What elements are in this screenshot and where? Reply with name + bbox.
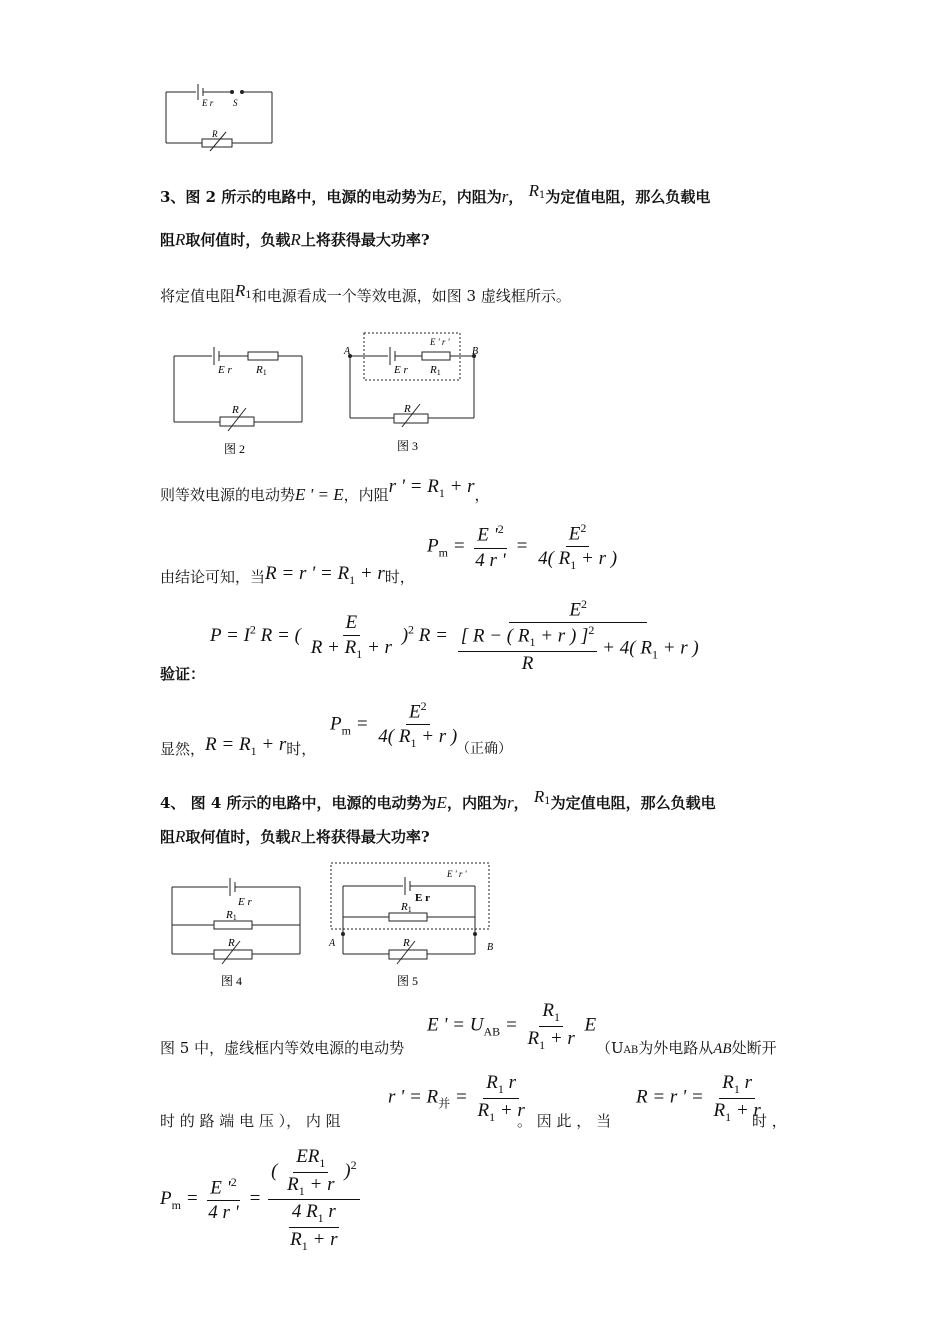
q4-paragraph-1: 图 5 中，虚线框内等效电源的电动势 (160, 1039, 405, 1057)
svg-text:R1: R1 (430, 364, 441, 377)
svg-text:E ' r ': E ' r ' (447, 869, 467, 879)
q3-paragraph-1: 将定值电阻$R^1$和电源看成一个等效电源，如图 3 虚线框所示。 (160, 281, 571, 305)
fig2-caption: 图 2 (224, 442, 246, 455)
circuit-figure-3 (342, 330, 492, 455)
q3-paragraph-4: 显然，$R = R_1 + r$时， (160, 734, 317, 758)
formula-pm-1: $P_m$ = $\frac{E '^2}{4 r '}$ = $\frac{E^2}{4( R_1 + r )}$ (427, 521, 618, 572)
formula-pm-2: $P_m$ = $\frac{E^2}{4( R_1 + r )}$ (330, 699, 458, 750)
formula-r-condition: R = r ' = $\frac{R_1 r}{R_1 + r}$ (636, 1072, 761, 1124)
svg-text:R1: R1 (401, 901, 412, 914)
svg-text:R1: R1 (226, 909, 237, 922)
svg-text:R: R (232, 404, 239, 416)
svg-text:R: R (403, 937, 410, 949)
svg-text:B: B (487, 942, 494, 953)
q4-heading-line1: 4、 图 4 所示的电路中，电源的电动势为E，内阻为r， $R^1$为定值电阻，那么负载电 (160, 787, 716, 812)
q4-paragraph-2b: 。 因 此 ， 当 (517, 1112, 612, 1130)
q4-paragraph-2c: 时 ， (752, 1112, 787, 1130)
formula-pm-final: $P_m$ = $\frac{E '^2}{4 r '}$ = ( $\frac{ER_1}{R_1 + r}$ )$^2$ $\frac{4 R_1 r}{R_1 + r}$ (160, 1146, 362, 1253)
formula-e-prime: E ' = $U_{AB}$ = $\frac{R_1}{R_1 + r}$ E (427, 1000, 597, 1052)
fig3-caption: 图 3 (397, 439, 419, 453)
circuit-figure-5 (325, 860, 500, 992)
svg-text:R: R (228, 937, 235, 949)
svg-text:E ' r ': E ' r ' (430, 337, 450, 347)
q3-heading-line1: 3、图 2 所示的电路中，电源的电动势为E，内阻为r， $R^1$为定值电阻，那么负载电 (160, 181, 711, 206)
svg-text:R1: R1 (256, 364, 267, 377)
svg-text:R: R (404, 403, 411, 415)
svg-text:E r: E r (238, 896, 252, 908)
circuit-figure-4 (166, 872, 306, 992)
fig5-caption: 图 5 (397, 974, 419, 988)
q4-heading-line2: 阻R取何值时，负载R上将获得最大功率? (160, 827, 430, 846)
q3-heading-line2: 阻R取何值时，负载R上将获得最大功率? (160, 230, 430, 249)
svg-text:A: A (329, 938, 336, 949)
formula-p-verify: $P = I^2$ R = ( $\frac{E}{R + R_1 + r}$ )$^2$ R = $E^2$ $\frac{[ R - ( R_1 + r ) ]^2}{R}$ + 4( $R_1 + r$ ) (210, 597, 699, 675)
correct-note: （正确） (456, 741, 512, 757)
circuit-figure-2 (168, 345, 308, 455)
svg-text:A: A (344, 346, 351, 357)
q4-paragraph-2a: 时 的 路 端 电 压 ）， 内 阻 (160, 1112, 341, 1130)
q3-paragraph-2: 则等效电源的电动势E ' = E，内阻r ' = $R_1 + r$， (160, 476, 490, 504)
svg-text:E r: E r (218, 364, 232, 376)
label-s: S (233, 98, 238, 108)
formula-r-prime: r ' = $R_并$ = $\frac{R_1 r}{R_1 + r}$ (388, 1072, 525, 1124)
verify-label: 验证： (160, 665, 206, 683)
label-r: R (212, 129, 218, 139)
q4-note-uab: （UAB为外电路从AB处断开 (596, 1039, 777, 1057)
circuit-figure-1 (160, 82, 280, 152)
fig4-caption: 图 4 (221, 974, 243, 988)
svg-text:E r: E r (394, 364, 408, 376)
svg-text:E r: E r (415, 892, 430, 904)
svg-text:B: B (472, 346, 479, 357)
q3-paragraph-3: 由结论可知，当R = r ' = $R_1 + r$时， (160, 563, 415, 587)
label-er: E r (202, 98, 214, 108)
